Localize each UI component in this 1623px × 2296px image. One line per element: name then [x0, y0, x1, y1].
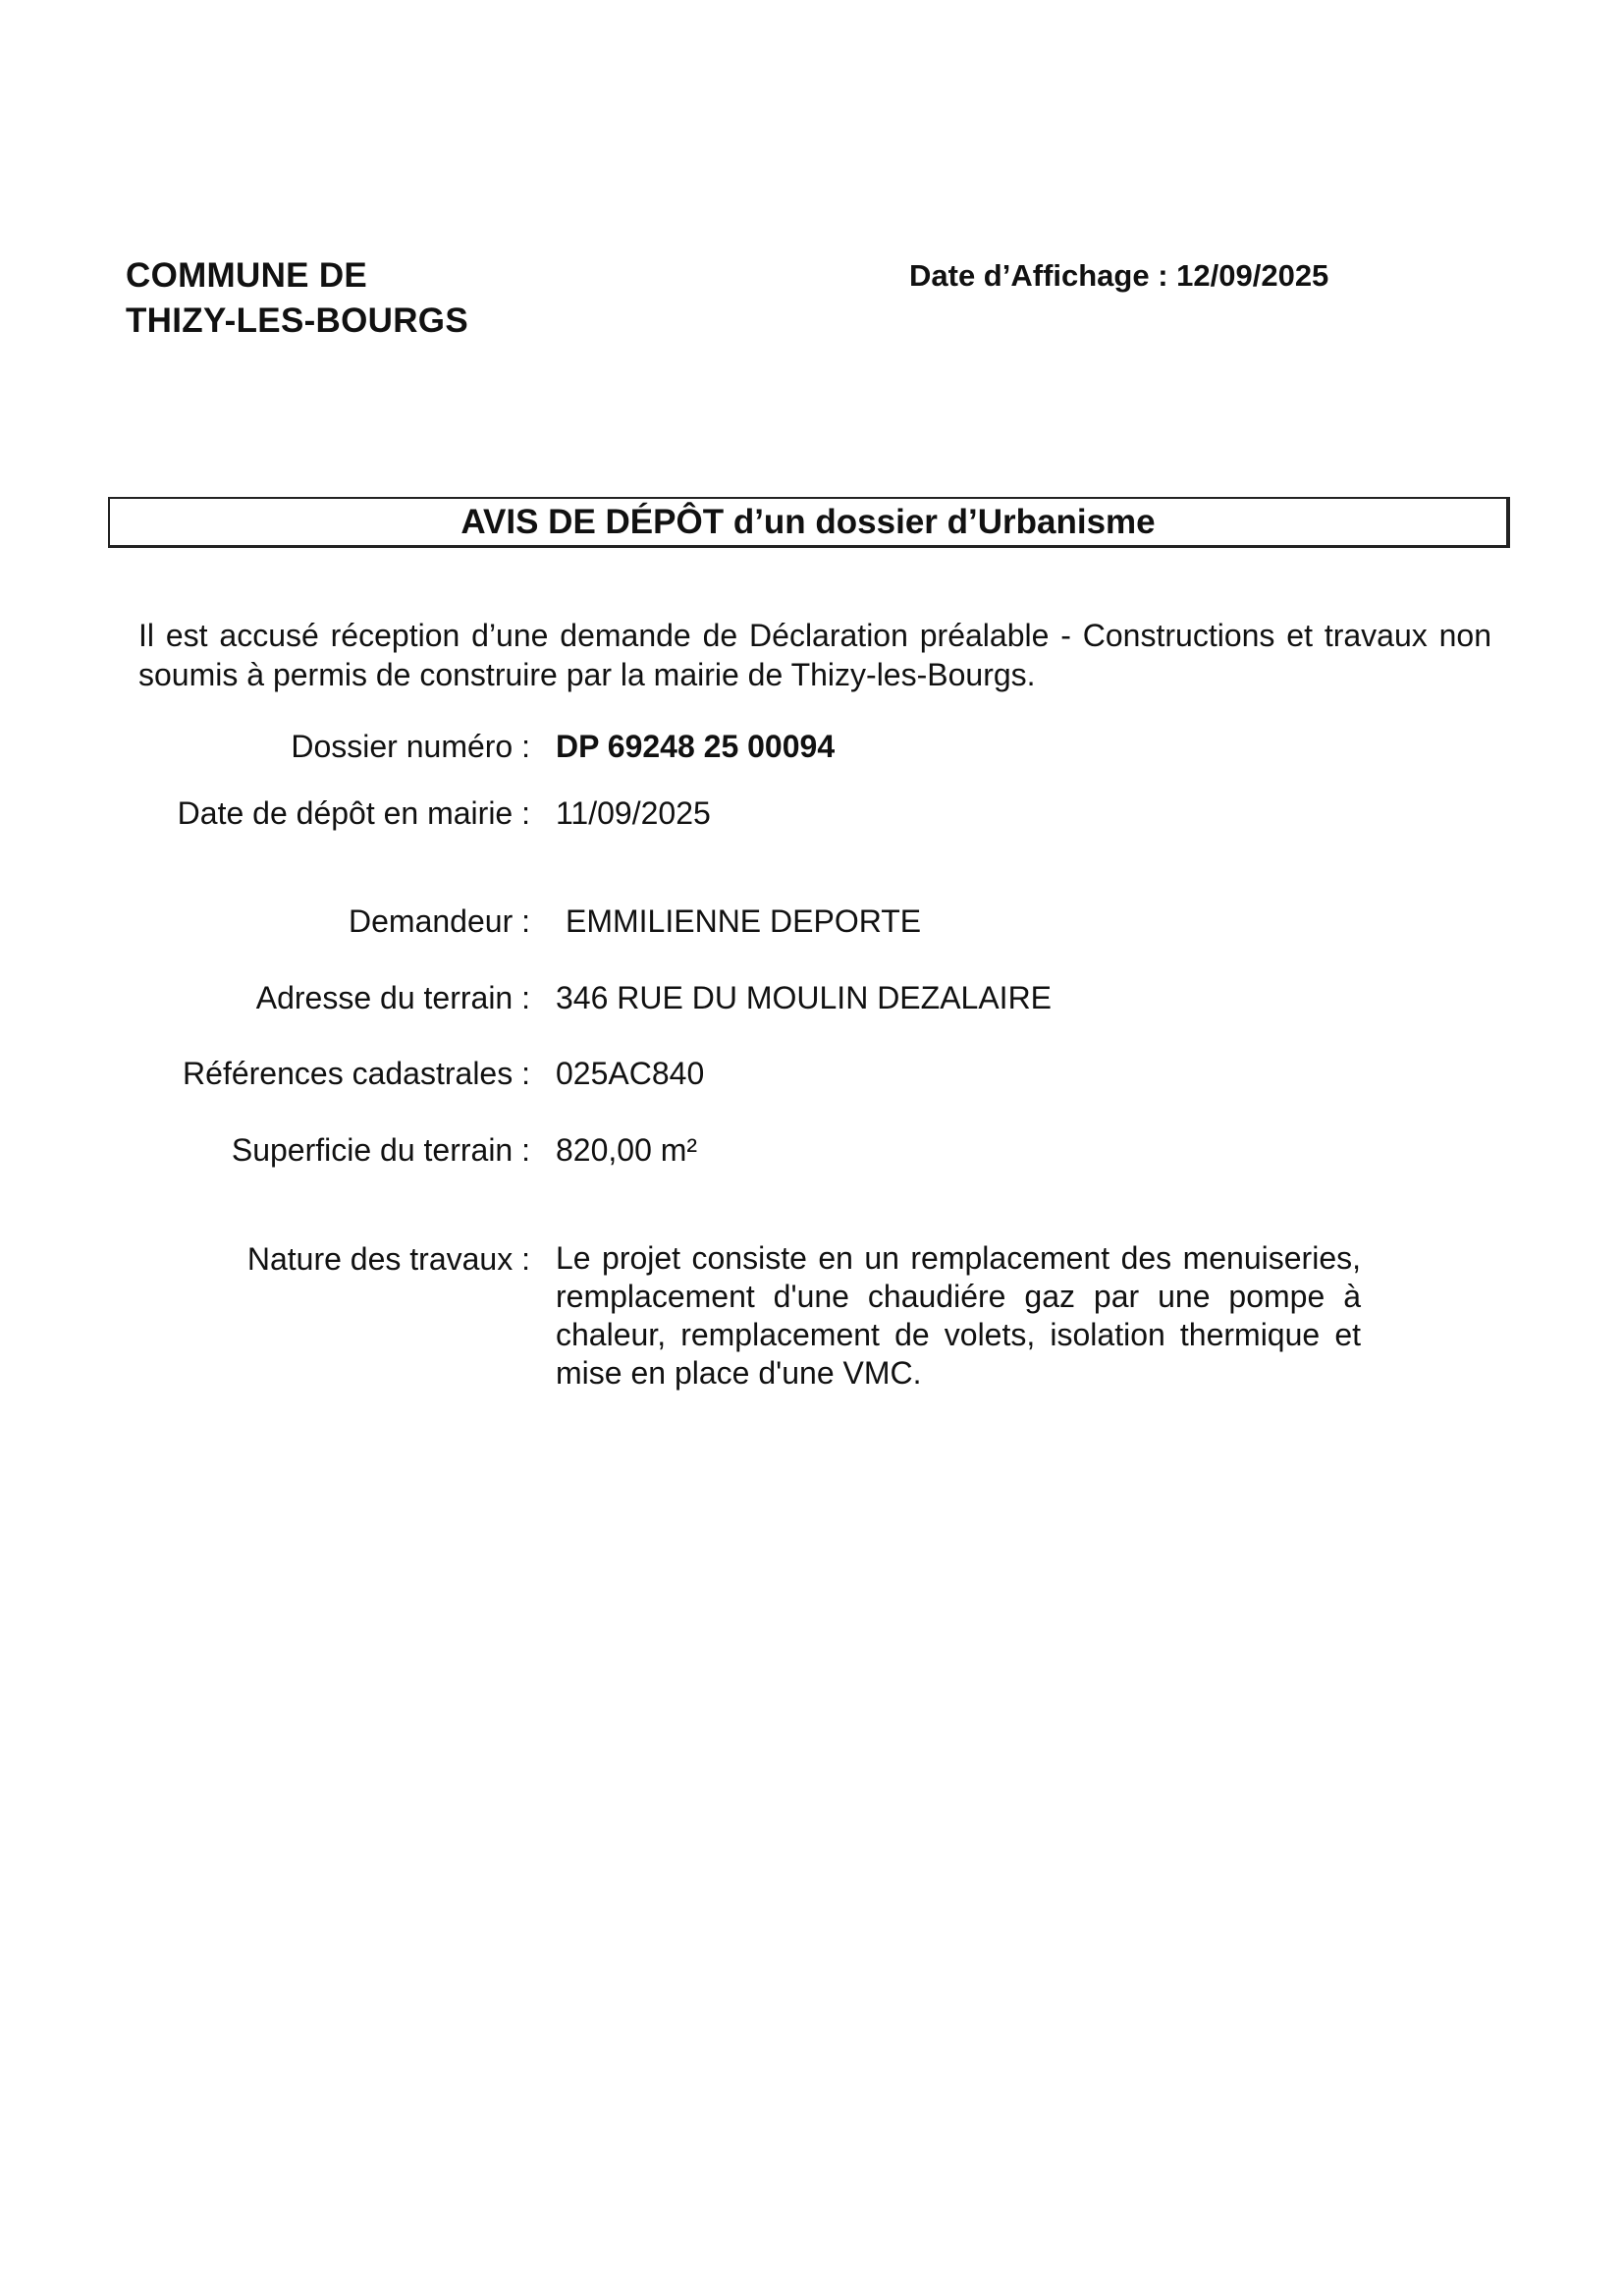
field-date-depot: [0, 793, 1623, 833]
field-nature-label: Nature des travaux :: [246, 1241, 530, 1277]
field-references-label: Références cadastrales :: [183, 1056, 530, 1091]
field-adresse: [0, 978, 1623, 1017]
field-references: [0, 1054, 1623, 1093]
field-dossier-value: DP 69248 25 00094: [556, 729, 836, 764]
field-date-depot-value: 11/09/2025: [556, 795, 711, 831]
field-dossier: [0, 727, 1623, 766]
commune-name: [126, 253, 468, 344]
field-superficie-value: 820,00 m²: [556, 1132, 698, 1168]
field-dossier-label: Dossier numéro :: [291, 729, 530, 764]
commune-line-2: THIZY-LES-BOURGS: [126, 301, 468, 340]
commune-line-1: COMMUNE DE: [126, 256, 368, 295]
field-superficie-label: Superficie du terrain :: [231, 1132, 530, 1168]
field-adresse-label: Adresse du terrain :: [255, 980, 530, 1015]
document-title: AVIS DE DÉPÔT d’un dossier d’Urbanisme: [460, 503, 1156, 541]
field-nature-value: Le projet consiste en un remplacement des menuiseries, remplacement d'une chaudiére gaz par une pompe à chaleur, remplacement de volets, isolation thermique et mise en place d'une VMC.: [556, 1240, 1361, 1391]
field-demandeur-label: Demandeur :: [349, 903, 530, 939]
intro-paragraph: Il est accusé réception d’une demande de Déclaration préalable - Constructions et travaux non soumis à permis de construire par la mairie de Thizy-les-Bourgs.: [138, 618, 1491, 692]
field-superficie: [0, 1130, 1623, 1170]
title-box: [108, 497, 1510, 548]
field-references-value: 025AC840: [556, 1056, 705, 1091]
field-demandeur: [0, 902, 1623, 941]
field-adresse-value: 346 RUE DU MOULIN DEZALAIRE: [556, 980, 1053, 1015]
field-demandeur-value: EMMILIENNE DEPORTE: [566, 903, 922, 939]
field-date-depot-label: Date de dépôt en mairie :: [177, 795, 530, 831]
date-affichage: Date d’Affichage : 12/09/2025: [909, 258, 1329, 293]
